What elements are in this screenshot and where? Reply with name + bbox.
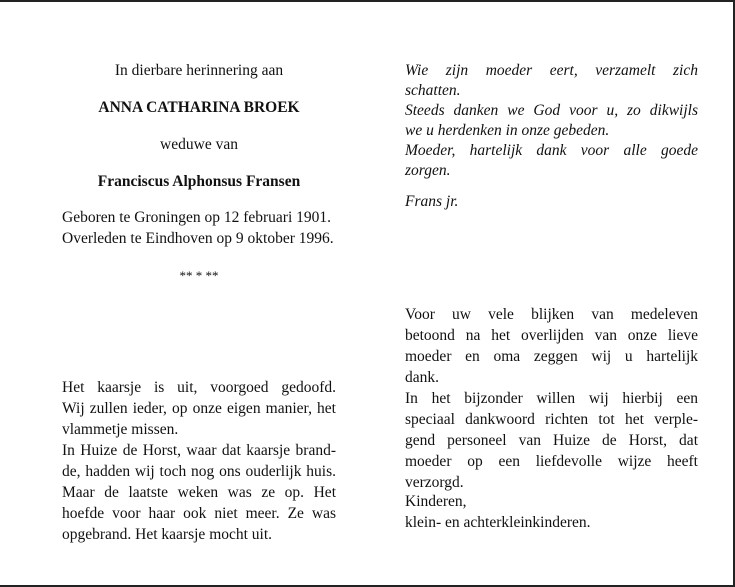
quote-line: Wie zijn moeder eert, verzamelt zich — [405, 62, 698, 79]
closing-line: Kinderen, — [405, 493, 467, 510]
poem-line: hoefde voor haar ook niet meer. Ze was — [62, 505, 336, 522]
thanks-line: gend personeel van Huize de Horst, dat — [405, 432, 698, 449]
thanks-line: Voor uw vele blijken van medeleven — [405, 306, 698, 323]
thanks-line: moeder op een liefdevolle wijze heeft — [405, 453, 698, 470]
thanks-line: moeder en oma zeggen wij u hartelijk — [405, 348, 698, 365]
quote-line: zorgen. — [405, 162, 451, 179]
poem-line: vlammetje missen. — [62, 421, 179, 438]
thanks-line: In het bijzonder willen wij hierbij een — [405, 390, 698, 407]
thanks-line: speciaal dankwoord richten tot het verple- — [405, 411, 698, 428]
quote-line: Steeds danken we God voor u, zo dikwijls — [405, 102, 698, 119]
poem-line: Het kaarsje is uit, voorgoed gedoofd. — [62, 379, 336, 396]
quote-line: we u herdenken in onze gebeden. — [405, 122, 610, 139]
death-line: Overleden te Eindhoven op 9 oktober 1996. — [62, 230, 334, 247]
poem-line: opgebrand. Het kaarsje mocht uit. — [62, 526, 273, 543]
thanks-line: betoond na het overlijden van onze lieve — [405, 327, 698, 344]
quote-line: Moeder, hartelijk dank voor alle goede — [405, 142, 698, 159]
spouse-name: Franciscus Alphonsus Fransen — [97, 173, 301, 190]
thanks-line: verzorgd. — [405, 474, 464, 491]
poem-line: Maar de laatste weken was ze op. Het — [62, 484, 336, 501]
quote-line: schatten. — [405, 82, 461, 99]
closing-line: klein- en achterkleinkinderen. — [405, 514, 591, 531]
widow-of-text: weduwe van — [160, 136, 238, 153]
poem-line: de, hadden wij toch nog ons ouderlijk huis. — [62, 463, 336, 480]
intro-text: In dierbare herinnering aan — [114, 62, 284, 79]
poem-line: Wij zullen ieder, op onze eigen manier, het — [62, 400, 336, 417]
deceased-name: ANNA CATHARINA BROEK — [98, 99, 300, 116]
poem-line: In Huize de Horst, waar dat kaarsje brand- — [62, 442, 336, 459]
birth-line: Geboren te Groningen op 12 februari 1901. — [62, 209, 332, 226]
quote-signature: Frans jr. — [405, 193, 459, 210]
separator-stars: ** * ** — [179, 268, 219, 283]
thanks-line: dank. — [405, 369, 440, 386]
